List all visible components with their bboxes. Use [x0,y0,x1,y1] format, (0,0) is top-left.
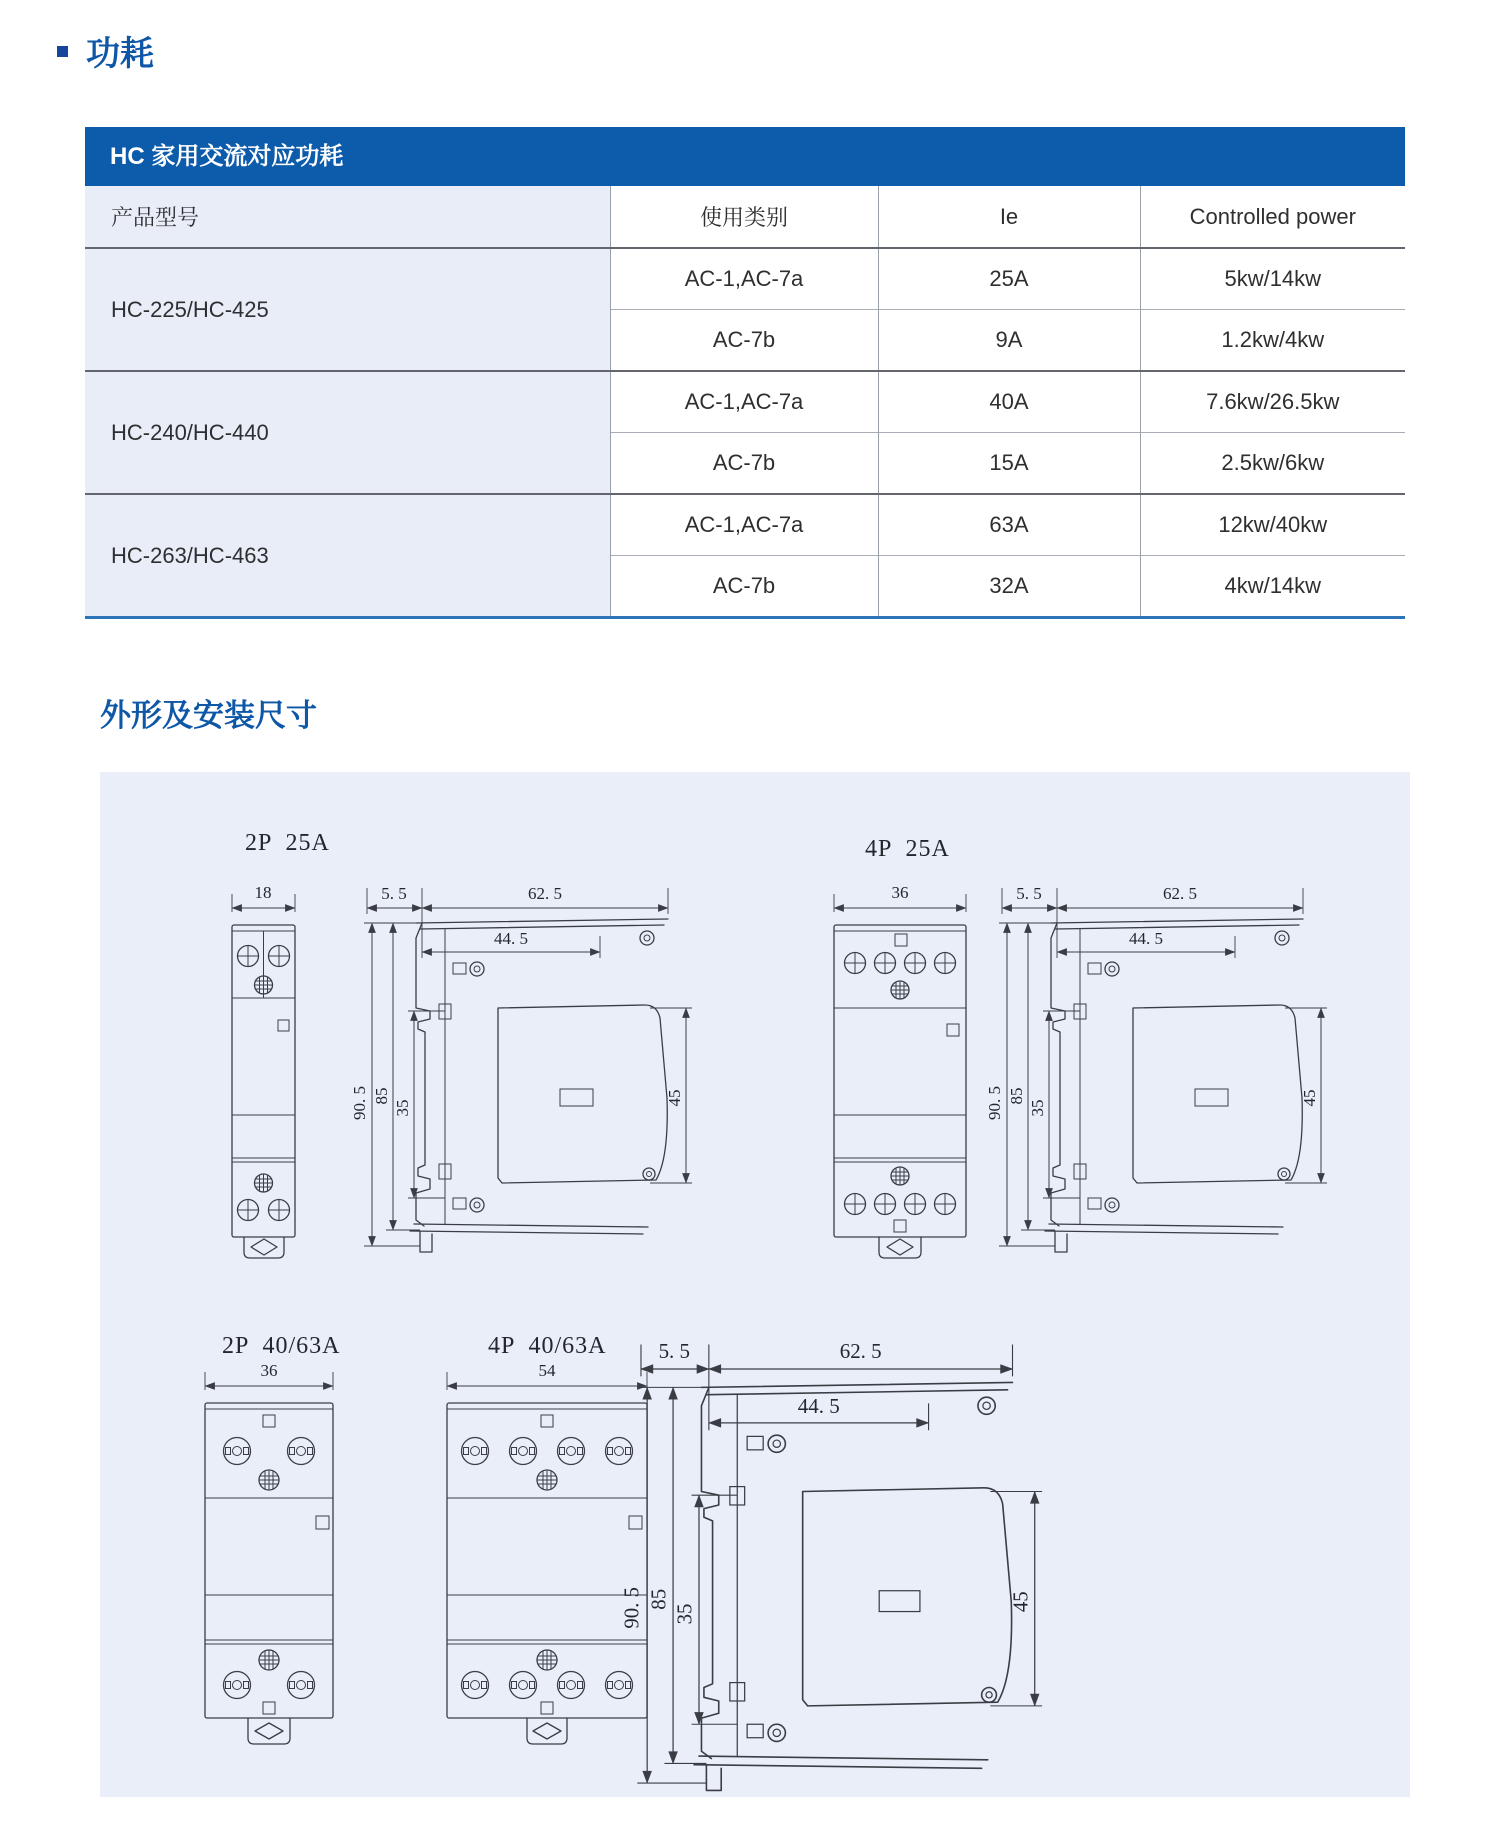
front-view-2p-4063a-figure [190,1358,350,1778]
power-cell: 7.6kw/26.5kw [1140,371,1405,433]
col-header-power: Controlled power [1140,186,1405,248]
front-view-4p-25a-figure [815,868,985,1268]
power-cell: 2.5kw/6kw [1140,433,1405,495]
model-cell: HC-263/HC-463 [85,494,610,618]
table-header-row [85,186,1405,248]
hatched-screw-icon [891,1167,909,1185]
ring-screw-icon [224,1438,315,1465]
dim-45-label: 45 [1300,1089,1319,1107]
dim-45-label: 45 [665,1089,684,1107]
dim-90-5-label: 90. 5 [350,1086,369,1120]
diamond-mark [255,1723,283,1739]
dim-width-label: 54 [538,1361,556,1380]
ie-cell: 40A [878,371,1140,433]
col-header-ie: Ie [878,186,1140,248]
power-cell: 5kw/14kw [1140,248,1405,310]
ring-screw-icon [462,1438,633,1465]
din-clip-tab [248,1718,290,1744]
contactor-body-outline [498,1005,667,1183]
din-rail-profile [1051,923,1065,1226]
model-cell: HC-225/HC-425 [85,248,610,371]
dim-width-label: 18 [254,883,272,902]
dim-85-label: 85 [1007,1087,1026,1105]
din-rail-profile [701,1387,718,1758]
label-window [879,1591,920,1612]
contactor-body-outline [1133,1005,1302,1183]
drawing-label-4p-4063a: 4P 40/63A [488,1333,607,1359]
dim-44-5-label: 44. 5 [1129,929,1163,948]
table-row [85,494,1405,556]
front-view-2p-25a-figure [185,868,315,1268]
col-header-category: 使用类别 [610,186,878,248]
ie-cell: 15A [878,433,1140,495]
power-cell: 4kw/14kw [1140,556,1405,618]
dim-44-5-label: 44. 5 [797,1394,840,1419]
drawing-label-4p-25a: 4P 25A [865,836,950,862]
din-rail-profile [416,923,430,1226]
dim-width-label: 36 [260,1361,278,1380]
screw-icon [845,1194,956,1215]
table-row [85,371,1405,433]
dim-5-5-label: 5. 5 [1016,884,1042,903]
label-window [1195,1089,1228,1106]
side-view-figure [620,1320,1052,1797]
table-row [85,248,1405,310]
hatched-screw-icon [537,1470,557,1490]
category-cell: AC-7b [610,556,878,618]
section-title-power-consumption: 功耗 [86,35,154,73]
drawing-label-2p-4063a: 2P 40/63A [222,1333,341,1359]
diamond-mark [887,1239,913,1255]
ie-cell: 63A [878,494,1140,556]
dim-62-5-label: 62. 5 [839,1339,882,1363]
label-window [560,1089,593,1106]
dim-62-5-label: 62. 5 [528,884,562,903]
diamond-mark [533,1723,561,1739]
power-consumption-table [85,127,1405,619]
hatched-screw-icon [891,981,909,999]
hatched-screw-icon [259,1650,279,1670]
dim-5-5-label: 5. 5 [658,1339,691,1363]
model-cell: HC-240/HC-440 [85,371,610,494]
category-cell: AC-7b [610,433,878,495]
section-title-dimensions: 外形及安装尺寸 [100,698,317,733]
square-bullet-icon [57,46,68,57]
dim-85-label: 85 [646,1588,671,1610]
hatched-screw-icon [255,1174,273,1192]
hatched-screw-icon [537,1650,557,1670]
col-header-model: 产品型号 [85,186,610,248]
category-cell: AC-1,AC-7a [610,371,878,433]
side-view-figure [350,868,700,1268]
ie-cell: 25A [878,248,1140,310]
dim-5-5-label: 5. 5 [381,884,407,903]
drawing-label-2p-25a: 2P 25A [245,830,330,856]
dim-35-label: 35 [393,1099,412,1117]
dim-45-label: 45 [1008,1591,1033,1613]
dim-62-5-label: 62. 5 [1163,884,1197,903]
screw-icon [238,1200,290,1221]
power-cell: 12kw/40kw [1140,494,1405,556]
category-cell: AC-7b [610,310,878,372]
dim-85-label: 85 [372,1087,391,1105]
category-cell: AC-1,AC-7a [610,494,878,556]
ring-screw-icon [224,1672,315,1699]
power-cell: 1.2kw/4kw [1140,310,1405,372]
ring-screw-icon [462,1672,633,1699]
dim-90-5-label: 90. 5 [619,1587,644,1629]
ie-cell: 32A [878,556,1140,618]
hatched-screw-icon [259,1470,279,1490]
hatched-screw-icon [255,976,273,994]
ie-cell: 9A [878,310,1140,372]
contactor-body-outline [803,1488,1012,1706]
dim-35-label: 35 [1028,1099,1047,1117]
dim-90-5-label: 90. 5 [985,1086,1004,1120]
dim-35-label: 35 [672,1603,697,1625]
dim-44-5-label: 44. 5 [494,929,528,948]
category-cell: AC-1,AC-7a [610,248,878,310]
dimension-drawings-panel [100,772,1410,1797]
dim-width-label: 36 [891,883,909,902]
table-title-bar: HC 家用交流对应功耗 [85,127,1405,186]
side-view-figure [985,868,1335,1268]
screw-icon [845,953,956,974]
diamond-mark [251,1239,277,1255]
